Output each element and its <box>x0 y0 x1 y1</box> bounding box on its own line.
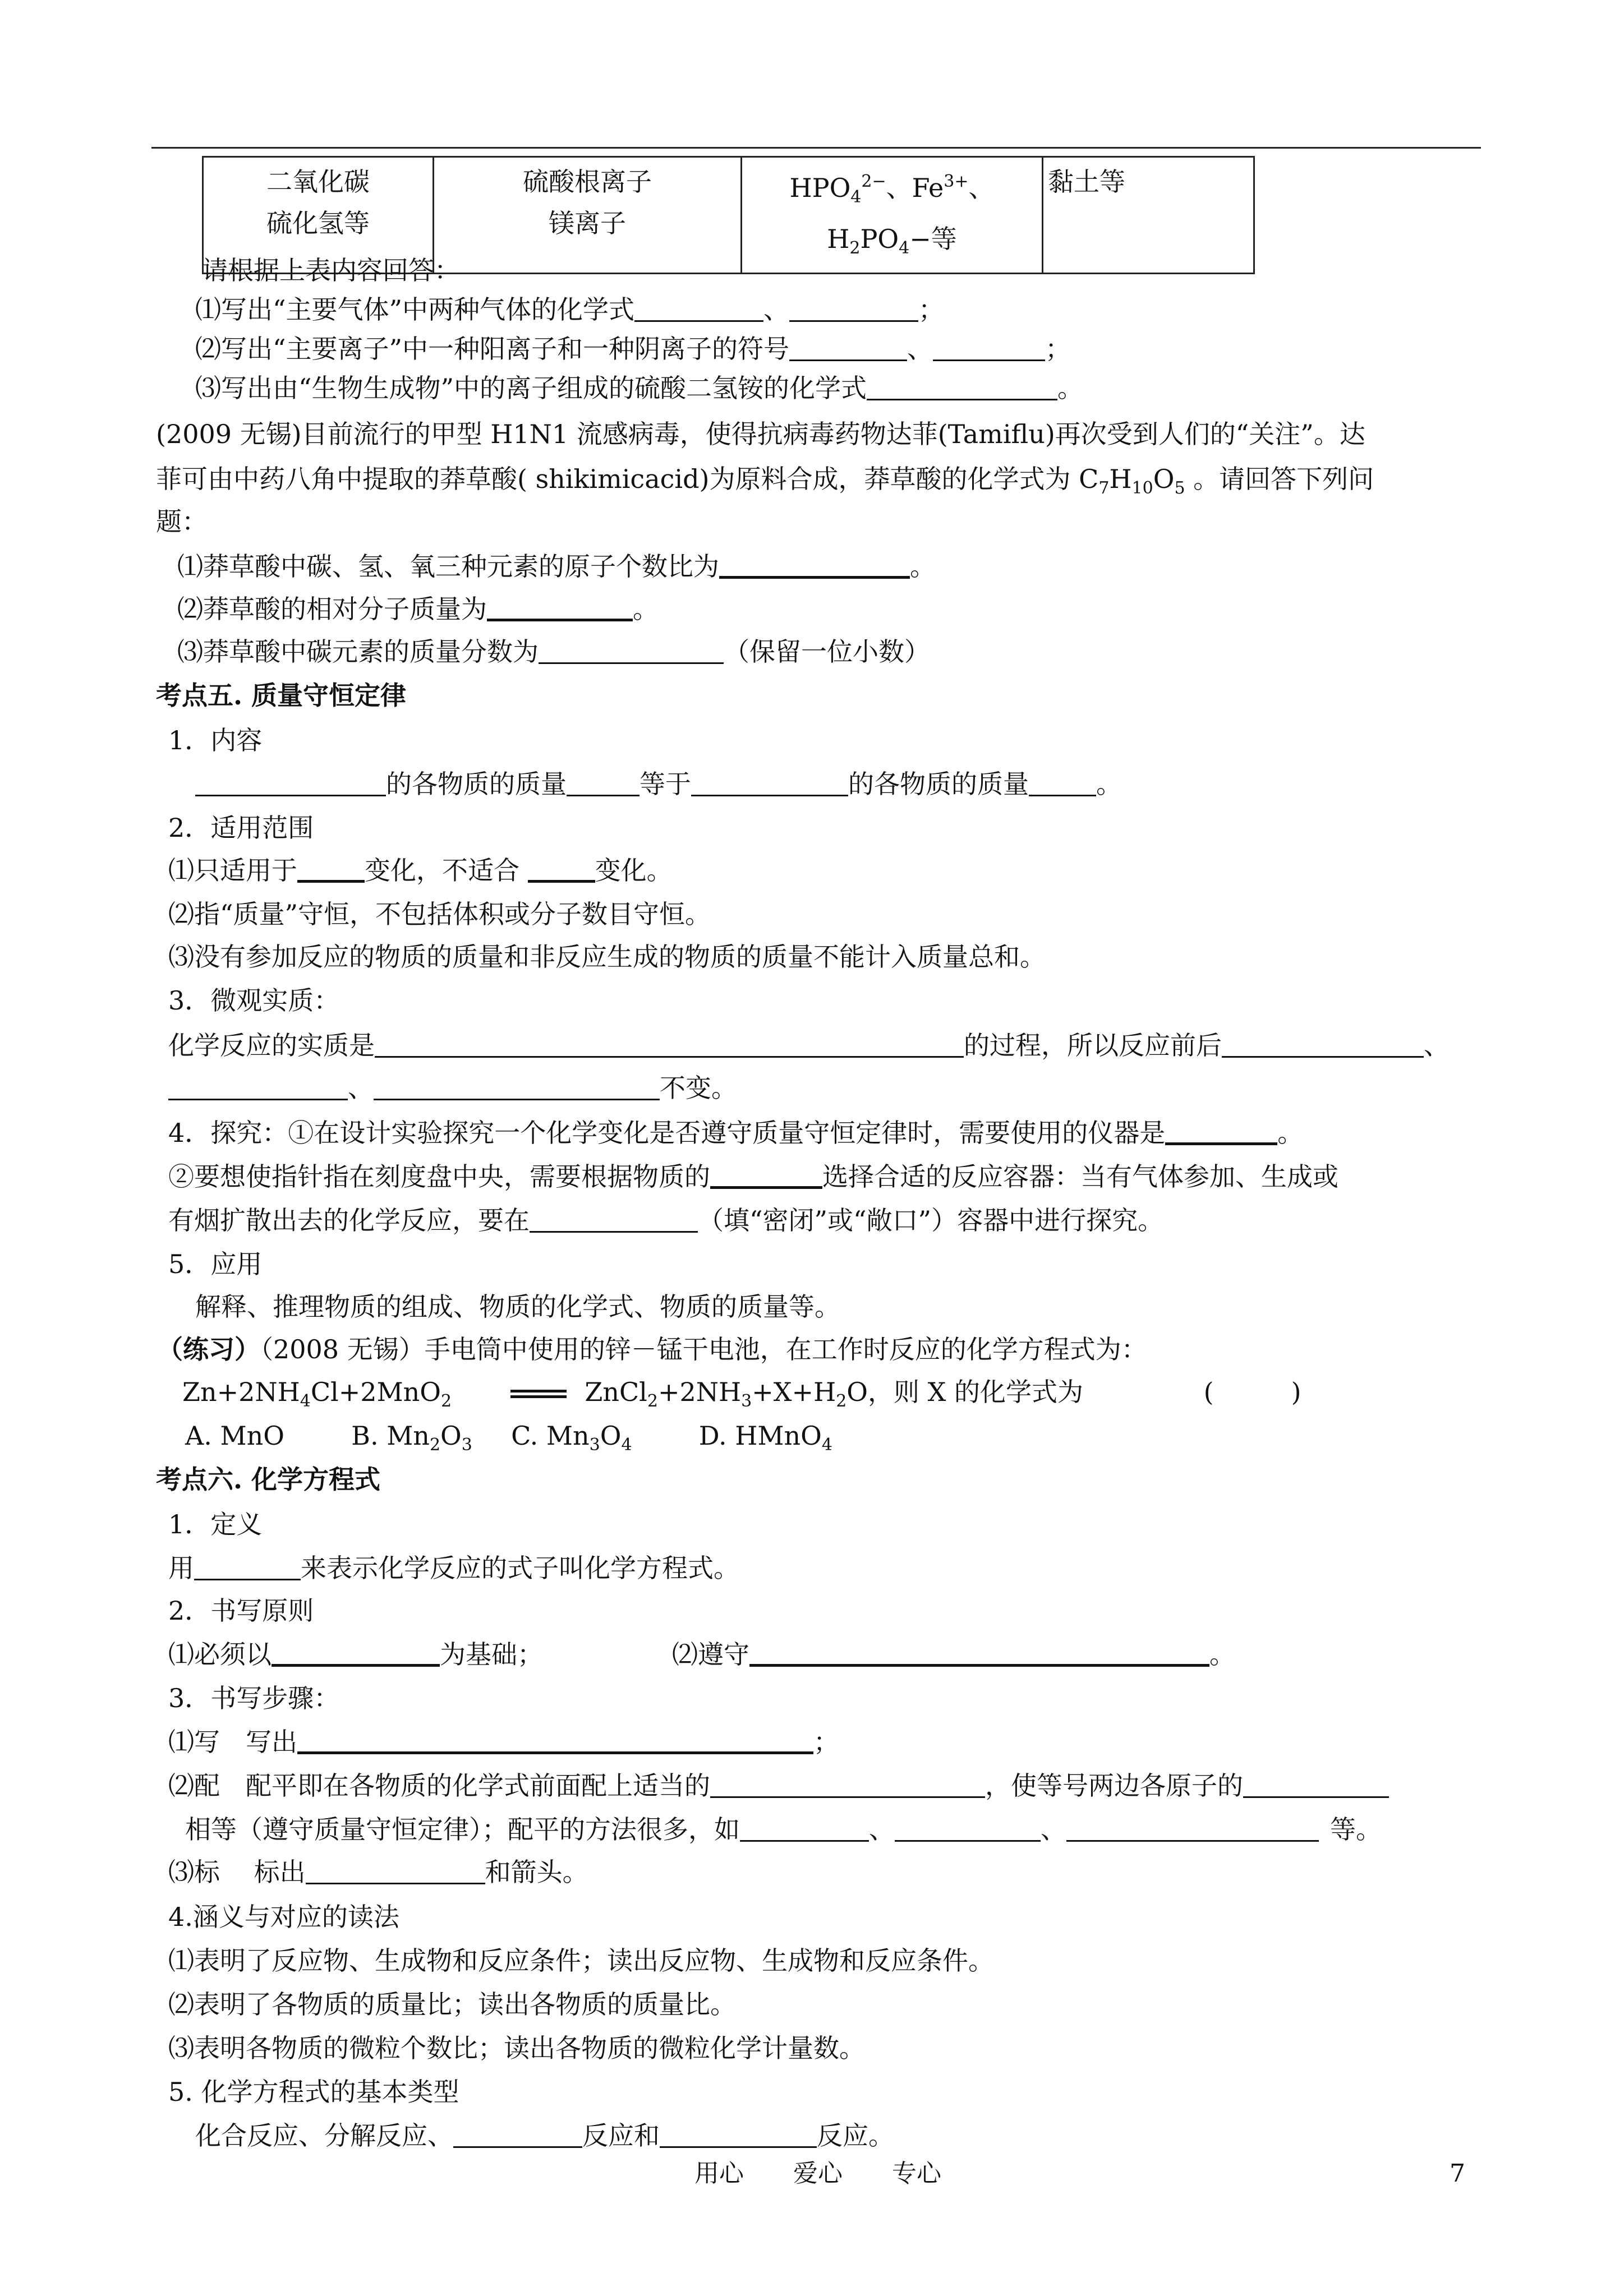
k5-item-2-1: ⑴只适用于 变化，不适合 变化。 <box>168 855 673 886</box>
section-title-6: 考点六. 化学方程式 <box>156 1464 381 1495</box>
k6-item-2: 2．书写原则 <box>168 1596 314 1626</box>
k6-item-1-content: 用 来表示化学反应的式子叫化学方程式。 <box>168 1553 739 1583</box>
exercise-equation: $Zn+2NH_4Cl+2MnO_2$ $ZnCl_2+2NH_3+X+H_2O$，则 X 的化学式为 ( ) <box>182 1377 1301 1411</box>
answer-blank[interactable] <box>195 770 386 796</box>
page-number: 7 <box>1450 2159 1465 2188</box>
answer-blank[interactable] <box>1029 770 1096 796</box>
answer-blank[interactable] <box>749 1639 1209 1667</box>
k5-item-1-content: 的各物质的质量 等于 的各物质的质量 。 <box>195 767 1122 801</box>
paragraph-2009-line2: 菲可由中药八角中提取的莽草酸( shikimicacid)为原料合成，莽草酸的化学式为 $C_7H_{10}O_5$ 。请回答下列问 <box>156 464 1374 498</box>
answer-paren[interactable]: ( ) <box>1203 1377 1301 1407</box>
answer-blank[interactable] <box>719 551 910 579</box>
k5-item-5-content: 解释、推理物质的组成、物质的化学式、物质的质量等。 <box>195 1292 840 1322</box>
answer-blank[interactable] <box>272 1639 440 1667</box>
equals-sign-icon <box>510 1389 567 1400</box>
k6-item-5-content: 化合反应、分解反应、 反应和 反应。 <box>195 2120 894 2151</box>
k6-item-4-1: ⑴表明了反应物、生成物和反应条件；读出反应物、生成物和反应条件。 <box>168 1945 994 1976</box>
k6-item-3-2: ⑵配 配平即在各物质的化学式前面配上适当的 ，使等号两边各原子的 <box>168 1769 1389 1802</box>
answer-blank[interactable] <box>895 1815 1041 1842</box>
k5-item-4: 4．探究：①在设计实验探究一个化学变化是否遵守质量守恒定律时，需要使用的仪器是 。 <box>168 1118 1304 1148</box>
question-intro: 请根据上表内容回答： <box>202 255 460 285</box>
k5-item-2-2: ⑵指“质量”守恒，不包括体积或分子数目守恒。 <box>168 899 711 929</box>
answer-blank[interactable] <box>374 1074 660 1100</box>
k6-item-4-2: ⑵表明了各物质的质量比；读出各物质的质量比。 <box>168 1989 736 2020</box>
answer-blank[interactable] <box>297 855 365 883</box>
answer-blank[interactable] <box>1066 1815 1319 1842</box>
answer-blank[interactable] <box>691 770 848 796</box>
question-2: ⑵写出“主要离子”中一种阳离子和一种阴离子的符号 、 ； <box>195 334 1071 364</box>
question-3: ⑶写出由“生物生成物”中的离子组成的硫酸二氢铵的化学式 。 <box>195 373 1084 403</box>
answer-blank[interactable] <box>634 296 763 322</box>
answer-blank[interactable] <box>375 1031 964 1058</box>
sub-question-2: ⑵莽草酸的相对分子质量为 。 <box>177 594 659 624</box>
answer-blank[interactable] <box>1165 1118 1277 1145</box>
k5-item-2-3: ⑶没有参加反应的物质的质量和非反应生成的物质的质量不能计入质量总和。 <box>168 942 1046 972</box>
k6-item-3-2-cont: 相等（遵守质量守恒定律）；配平的方法很多，如 、 、 等。 <box>185 1814 1382 1845</box>
answer-blank[interactable] <box>194 1554 301 1580</box>
paragraph-2009-line1: (2009 无锡)目前流行的甲型 H1N1 流感病毒，使得抗病毒药物达菲(Tamiflu)再次受到人们的“关注”。达 <box>156 419 1365 449</box>
k5-item-4-3: 有烟扩散出去的化学反应，要在 （填“密闭”或“敞口”）容器中进行探究。 <box>168 1205 1164 1235</box>
answer-blank[interactable] <box>789 335 907 361</box>
option-a[interactable]: A. MnO <box>185 1421 284 1451</box>
answer-blank[interactable] <box>528 855 595 883</box>
answer-blank[interactable] <box>453 2122 582 2148</box>
table-cell-bio-products: $HPO_4^{2-}$、$Fe^{3+}$、 $H_2PO_4-$等 <box>742 157 1043 274</box>
option-b[interactable]: B. $Mn_2O_3$ <box>351 1421 472 1455</box>
paragraph-2009-line3: 题： <box>156 506 208 537</box>
k6-item-3: 3．书写步骤： <box>168 1683 340 1713</box>
answer-blank[interactable] <box>660 2122 817 2148</box>
answer-blank[interactable] <box>933 335 1045 361</box>
option-c[interactable]: C. $Mn_3O_4$ <box>511 1421 632 1455</box>
exercise-intro: （练习）（2008 无锡）手电筒中使用的锌－锰干电池，在工作时反应的化学方程式为： <box>157 1334 1147 1364</box>
k6-item-4: 4.涵义与对应的读法 <box>168 1902 399 1932</box>
answer-blank[interactable] <box>710 1161 822 1189</box>
answer-blank[interactable] <box>1222 1031 1424 1058</box>
k5-item-3-content-2: 、 不变。 <box>168 1071 737 1105</box>
page-footer: 用心 爱心 专心 <box>694 2159 941 2188</box>
k6-item-2-content: ⑴必须以 为基础； ⑵遵守 。 <box>168 1639 1235 1670</box>
header-rule <box>151 147 1481 149</box>
k6-item-4-3: ⑶表明各物质的微粒个数比；读出各物质的微粒化学计量数。 <box>168 2033 865 2063</box>
table-cell-gases: 二氧化碳 硫化氢等 <box>203 157 434 274</box>
answer-blank[interactable] <box>1243 1772 1389 1798</box>
k6-item-1: 1．定义 <box>168 1509 263 1539</box>
option-d[interactable]: D. HMnO$_4$ <box>698 1421 832 1455</box>
exercise-options <box>185 1419 832 1462</box>
answer-blank[interactable] <box>487 594 633 621</box>
table-cell-ions: 硫酸根离子 镁离子 <box>434 157 742 274</box>
k6-item-5: 5. 化学方程式的基本类型 <box>168 2077 459 2107</box>
k5-item-3-content: 化学反应的实质是 的过程，所以反应前后 、 <box>168 1030 1450 1061</box>
sub-question-3: ⑶莽草酸中碳元素的质量分数为 （保留一位小数） <box>177 637 930 667</box>
k5-item-3: 3．微观实质： <box>168 985 340 1016</box>
answer-blank[interactable] <box>867 374 1057 400</box>
answer-blank[interactable] <box>710 1772 985 1798</box>
answer-blank[interactable] <box>740 1815 869 1842</box>
k6-item-3-3: ⑶标 标出 和箭头。 <box>168 1857 588 1887</box>
answer-blank[interactable] <box>567 770 640 796</box>
k5-item-1: 1．内容 <box>168 725 263 755</box>
k5-item-5: 5．应用 <box>168 1249 263 1279</box>
answer-blank[interactable] <box>789 296 918 322</box>
answer-blank[interactable] <box>297 1727 813 1754</box>
answer-blank[interactable] <box>306 1858 485 1884</box>
k5-item-2: 2．适用范围 <box>168 813 314 843</box>
section-title-5: 考点五. 质量守恒定律 <box>156 680 407 711</box>
answer-blank[interactable] <box>539 638 724 664</box>
sub-question-1: ⑴莽草酸中碳、氢、氧三种元素的原子个数比为 。 <box>177 551 936 582</box>
table-cell-others: 黏土等 <box>1043 157 1254 274</box>
k5-item-4-2: ②要想使指针指在刻度盘中央，需要根据物质的 选择合适的反应容器：当有气体参加、生成或 <box>168 1161 1338 1192</box>
answer-blank[interactable] <box>168 1074 348 1100</box>
question-1: ⑴写出“主要气体”中两种气体的化学式 、 ； <box>195 294 945 325</box>
answer-blank[interactable] <box>530 1206 698 1233</box>
k6-item-3-1: ⑴写 写出 ； <box>168 1727 839 1757</box>
